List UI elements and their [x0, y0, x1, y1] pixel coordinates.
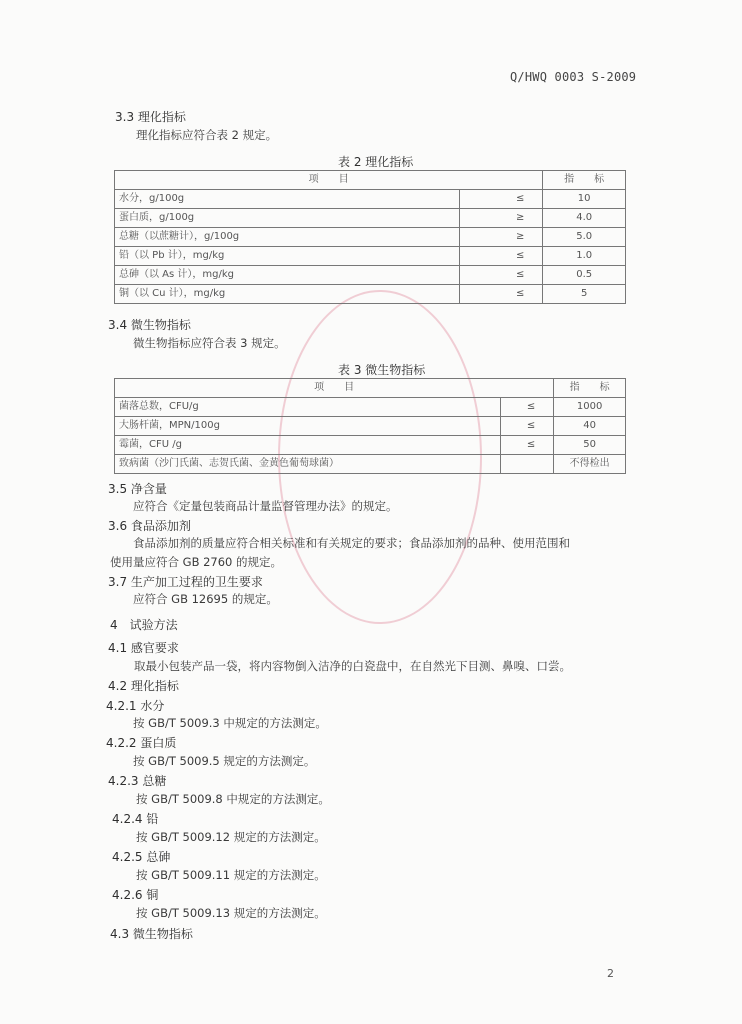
operator-cell: ≥: [459, 228, 543, 247]
operator-cell: [501, 455, 554, 474]
item-cell: 总砷（以 As 计），mg/kg: [115, 266, 460, 285]
value-cell: 40: [554, 417, 626, 436]
item-cell: 菌落总数，CFU/g: [115, 398, 501, 417]
table3-caption: 表 3 微生物指标: [338, 363, 426, 377]
table-header-cell: 指 标: [554, 379, 626, 398]
operator-cell: ≤: [501, 436, 554, 455]
table-header-row: [115, 379, 626, 398]
value-cell: 5.0: [543, 228, 626, 247]
value-cell: 5: [543, 285, 626, 304]
table-row: [115, 417, 626, 436]
section-4-2-3-text: 按 GB/T 5009.8 中规定的方法测定。: [136, 792, 330, 806]
item-cell: 总糖（以蔗糖计），g/100g: [115, 228, 460, 247]
section-4-2-title: 4.2 理化指标: [108, 679, 179, 693]
section-3-7-text: 应符合 GB 12695 的规定。: [133, 592, 278, 606]
section-3-3-title: 3.3 理化指标: [115, 110, 186, 124]
section-4-3-title: 4.3 微生物指标: [110, 927, 193, 941]
operator-cell: ≤: [459, 247, 543, 266]
item-cell: 致病菌（沙门氏菌、志贺氏菌、金黄色葡萄球菌）: [115, 455, 501, 474]
table-header-cell: 项 目: [115, 379, 554, 398]
section-4-2-5-title: 4.2.5 总砷: [112, 850, 171, 864]
table-row: [115, 228, 626, 247]
operator-cell: ≥: [459, 209, 543, 228]
value-cell: 1000: [554, 398, 626, 417]
section-3-7-title: 3.7 生产加工过程的卫生要求: [108, 575, 263, 589]
section-4-2-1-title: 4.2.1 水分: [106, 699, 165, 713]
operator-cell: ≤: [459, 190, 543, 209]
section-3-4-title: 3.4 微生物指标: [108, 318, 191, 332]
item-cell: 铅（以 Pb 计），mg/kg: [115, 247, 460, 266]
item-cell: 蛋白质，g/100g: [115, 209, 460, 228]
item-cell: 霉菌，CFU /g: [115, 436, 501, 455]
section-4-2-5-text: 按 GB/T 5009.11 规定的方法测定。: [136, 868, 326, 882]
section-4-2-3-title: 4.2.3 总糖: [108, 774, 167, 788]
table-row: [115, 209, 626, 228]
section-3-6-text-line2: 使用量应符合 GB 2760 的规定。: [110, 555, 283, 569]
table-row: [115, 247, 626, 266]
section-3-3-text: 理化指标应符合表 2 规定。: [136, 128, 278, 142]
value-cell: 50: [554, 436, 626, 455]
document-code: Q/HWQ 0003 S-2009: [510, 70, 637, 84]
table-row: [115, 436, 626, 455]
section-3-6-text-line1: 食品添加剂的质量应符合相关标准和有关规定的要求；食品添加剂的品种、使用范围和: [133, 536, 570, 550]
table-header-cell: 项 目: [115, 171, 543, 190]
table-row: [115, 190, 626, 209]
section-4-1-title: 4.1 感官要求: [108, 641, 179, 655]
section-3-6-title: 3.6 食品添加剂: [108, 519, 191, 533]
section-4-title: 4 试验方法: [110, 618, 178, 632]
item-cell: 水分，g/100g: [115, 190, 460, 209]
section-3-5-text: 应符合《定量包装商品计量监督管理办法》的规定。: [133, 499, 398, 513]
table-row: [115, 455, 626, 474]
section-4-2-6-title: 4.2.6 铜: [112, 888, 159, 902]
section-4-2-6-text: 按 GB/T 5009.13 规定的方法测定。: [136, 906, 326, 920]
section-4-1-text: 取最小包装产品一袋，将内容物倒入洁净的白瓷盘中，在自然光下目测、鼻嗅、口尝。: [134, 659, 571, 673]
section-4-2-4-title: 4.2.4 铅: [112, 812, 159, 826]
value-cell: 1.0: [543, 247, 626, 266]
section-4-2-4-text: 按 GB/T 5009.12 规定的方法测定。: [136, 830, 326, 844]
section-4-2-2-title: 4.2.2 蛋白质: [106, 736, 177, 750]
operator-cell: ≤: [459, 285, 543, 304]
section-3-4-text: 微生物指标应符合表 3 规定。: [133, 336, 286, 350]
value-cell: 0.5: [543, 266, 626, 285]
table-row: [115, 285, 626, 304]
section-4-2-1-text: 按 GB/T 5009.3 中规定的方法测定。: [133, 716, 327, 730]
table-row: [115, 266, 626, 285]
table3: [114, 378, 626, 474]
operator-cell: ≤: [459, 266, 543, 285]
operator-cell: ≤: [501, 417, 554, 436]
section-3-5-title: 3.5 净含量: [108, 482, 167, 496]
item-cell: 铜（以 Cu 计），mg/kg: [115, 285, 460, 304]
table-row: [115, 398, 626, 417]
table-header-row: [115, 171, 626, 190]
table2: [114, 170, 626, 304]
page-number: 2: [607, 967, 614, 980]
table2-caption: 表 2 理化指标: [338, 155, 414, 169]
table-header-cell: 指 标: [543, 171, 626, 190]
section-4-2-2-text: 按 GB/T 5009.5 规定的方法测定。: [133, 754, 316, 768]
value-cell: 不得检出: [554, 455, 626, 474]
item-cell: 大肠杆菌，MPN/100g: [115, 417, 501, 436]
value-cell: 4.0: [543, 209, 626, 228]
operator-cell: ≤: [501, 398, 554, 417]
value-cell: 10: [543, 190, 626, 209]
